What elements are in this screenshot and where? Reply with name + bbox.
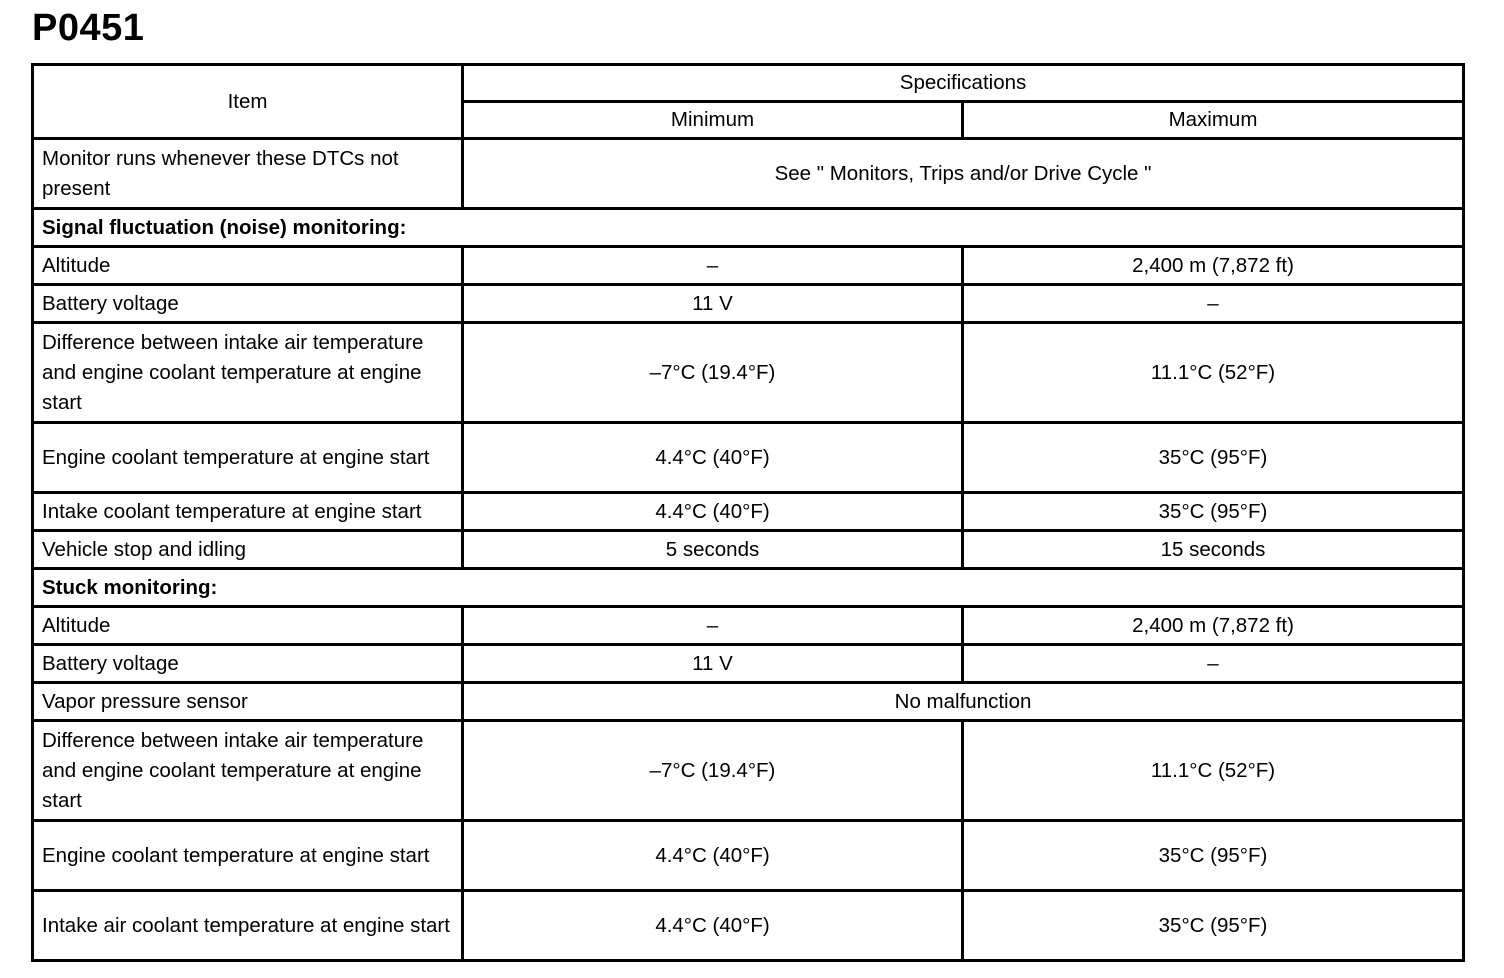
section-title-noise: Signal fluctuation (noise) monitoring: xyxy=(33,209,1464,247)
row-min: 4.4°C (40°F) xyxy=(463,891,963,961)
row-min: 5 seconds xyxy=(463,531,963,569)
table-row xyxy=(33,285,1464,323)
row-min: –7°C (19.4°F) xyxy=(463,721,963,821)
row-item: Difference between intake air temperature and engine coolant temperature at engine start xyxy=(33,721,463,821)
row-item: Vapor pressure sensor xyxy=(33,683,463,721)
row-min: 11 V xyxy=(463,285,963,323)
document-title: P0451 xyxy=(32,7,145,49)
row-item: Vehicle stop and idling xyxy=(33,531,463,569)
header-minimum: Minimum xyxy=(463,102,963,139)
row-max: 35°C (95°F) xyxy=(963,493,1464,531)
row-spec-merged: No malfunction xyxy=(463,683,1464,721)
header-item: Item xyxy=(33,65,463,139)
row-max: 2,400 m (7,872 ft) xyxy=(963,247,1464,285)
row-item: Altitude xyxy=(33,607,463,645)
row-max: 2,400 m (7,872 ft) xyxy=(963,607,1464,645)
row-min: 11 V xyxy=(463,645,963,683)
row-max: 35°C (95°F) xyxy=(963,891,1464,961)
row-item: Battery voltage xyxy=(33,645,463,683)
table-row xyxy=(33,891,1464,961)
row-min: – xyxy=(463,607,963,645)
table-row xyxy=(33,493,1464,531)
row-max: 35°C (95°F) xyxy=(963,423,1464,493)
row-spec-merged: See " Monitors, Trips and/or Drive Cycle " xyxy=(463,139,1464,209)
row-item: Monitor runs whenever these DTCs not present xyxy=(33,139,463,209)
header-maximum: Maximum xyxy=(963,102,1464,139)
row-item: Engine coolant temperature at engine start xyxy=(33,821,463,891)
table-row xyxy=(33,531,1464,569)
table-row xyxy=(33,423,1464,493)
section-title-stuck: Stuck monitoring: xyxy=(33,569,1464,607)
section-row-noise xyxy=(33,209,1464,247)
row-item: Difference between intake air temperature and engine coolant temperature at engine start xyxy=(33,323,463,423)
row-item: Intake coolant temperature at engine start xyxy=(33,493,463,531)
row-min: 4.4°C (40°F) xyxy=(463,493,963,531)
row-item: Engine coolant temperature at engine start xyxy=(33,423,463,493)
row-item: Battery voltage xyxy=(33,285,463,323)
table-row xyxy=(33,645,1464,683)
row-min: – xyxy=(463,247,963,285)
row-item: Altitude xyxy=(33,247,463,285)
row-item: Intake air coolant temperature at engine start xyxy=(33,891,463,961)
row-min: –7°C (19.4°F) xyxy=(463,323,963,423)
header-row xyxy=(33,65,1464,102)
row-max: 15 seconds xyxy=(963,531,1464,569)
row-max: 11.1°C (52°F) xyxy=(963,323,1464,423)
table-row xyxy=(33,721,1464,821)
table-row xyxy=(33,323,1464,423)
table-row xyxy=(33,607,1464,645)
specification-table xyxy=(31,63,1465,962)
row-max: – xyxy=(963,285,1464,323)
table-row xyxy=(33,821,1464,891)
row-max: – xyxy=(963,645,1464,683)
header-specifications: Specifications xyxy=(463,65,1464,102)
row-min: 4.4°C (40°F) xyxy=(463,423,963,493)
row-min: 4.4°C (40°F) xyxy=(463,821,963,891)
row-max: 11.1°C (52°F) xyxy=(963,721,1464,821)
table-row xyxy=(33,247,1464,285)
table-row xyxy=(33,683,1464,721)
table-row xyxy=(33,139,1464,209)
section-row-stuck xyxy=(33,569,1464,607)
row-max: 35°C (95°F) xyxy=(963,821,1464,891)
